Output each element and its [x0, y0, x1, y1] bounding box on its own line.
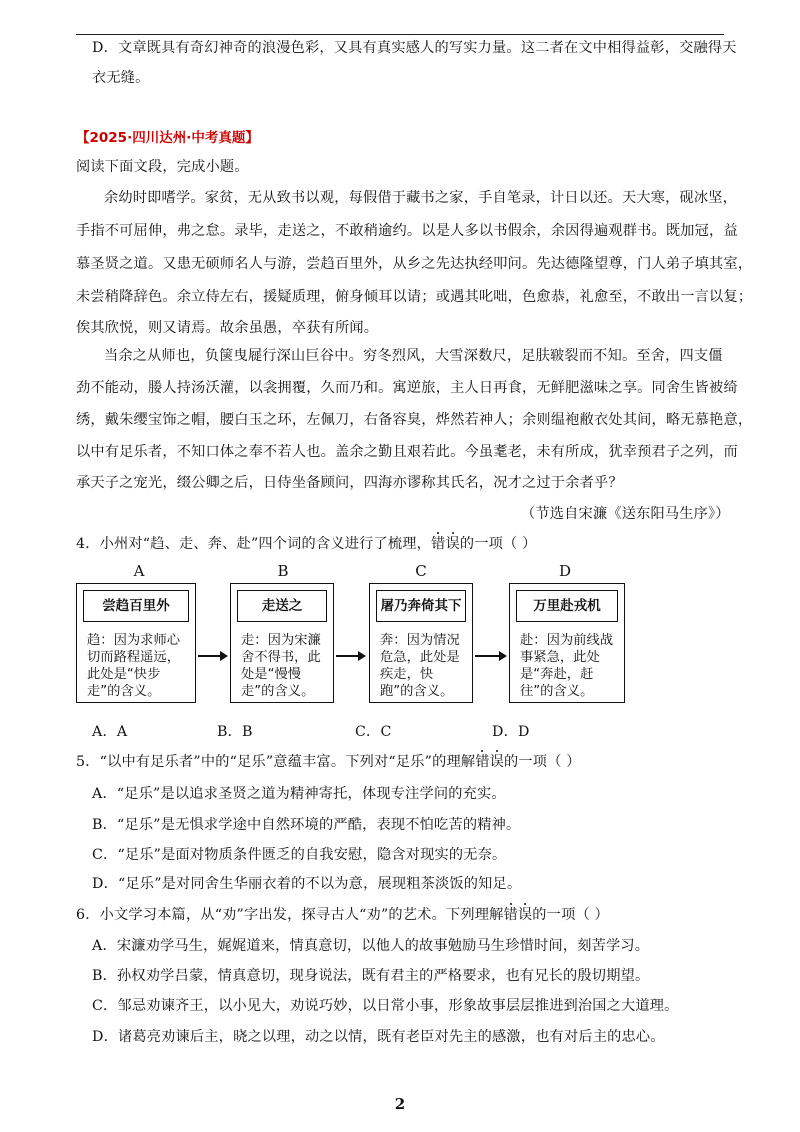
q4-box-b-head: 走送之 — [237, 590, 327, 622]
q5-stem: 5．“以中有足乐者”中的“足乐”意蕴丰富。下列对“足乐”的理解错误的一项（ ） — [76, 754, 581, 770]
q5-option-c[interactable]: C．“足乐”是面对物质条件匮乏的自我安慰，隐含对现实的无奈。 — [92, 847, 507, 863]
q5-option-a[interactable]: A．“足乐”是以追求圣贤之道为精神寄托，体现专注学问的充实。 — [92, 786, 506, 802]
source-tag: 【2025·四川达州·中考真题】 — [76, 130, 259, 146]
passage-line: 以中有足乐者，不知口体之奉不若人也。盖余之勤且艰若此。今虽耄老，未有所成，犹幸预君子之列，而 — [76, 444, 738, 460]
q4-option-a[interactable]: A．A — [92, 724, 128, 740]
prev-option-d-line1: D．文章既具有奇幻神奇的浪漫色彩，又具有真实感人的写实力量。这二者在文中相得益彰，交融得天 — [92, 40, 737, 56]
q4-box-d-content: 赴：因为前线战事紧急，此处是“奔赴，赶往”的含义。 — [520, 633, 614, 699]
q4-stem: 4．小州对“趋、走、奔、赴”四个词的含义进行了梳理，错误的一项（ ） — [76, 536, 537, 552]
q4-box-letter-b: B — [277, 562, 289, 580]
passage-line: 余幼时即嗜学。家贫，无从致书以观，每假借于藏书之家，手自笔录，计日以还。天大寒，砚冰坚， — [104, 190, 738, 206]
passage-line: 当余之从师也，负箧曳屣行深山巨谷中。穷冬烈风，大雪深数尺，足肤皲裂而不知。至舍，四支僵 — [104, 348, 723, 364]
q4-box-a — [76, 583, 196, 703]
q4-box-a-content: 趋：因为求师心切而路程遥远，此处是“快步走”的含义。 — [87, 633, 181, 699]
q4-box-letter-c: C — [415, 562, 427, 580]
arrow-right-icon — [475, 655, 505, 657]
q4-option-c[interactable]: C．C — [355, 724, 392, 740]
q4-box-letter-a: A — [133, 562, 145, 580]
q6-stem: 6．小文学习本篇，从“劝”字出发，探寻古人“劝”的艺术。下列理解错误的一项（ ） — [76, 907, 609, 923]
q5-option-b[interactable]: B．“足乐”是无惧求学途中自然环境的严酷，表现不怕吃苦的精神。 — [92, 817, 521, 833]
q4-box-letter-d: D — [558, 562, 572, 580]
passage-line: 绣，戴朱缨宝饰之帽，腰白玉之环，左佩刀，右备容臭，烨然若神人；余则缊袍敝衣处其间，略无慕艳意， — [76, 412, 753, 428]
q4-option-b[interactable]: B．B — [217, 724, 253, 740]
q4-box-c-head: 屠乃奔倚其下 — [376, 590, 466, 622]
q4-box-d-head: 万里赴戎机 — [516, 590, 618, 622]
instruction: 阅读下面文段，完成小题。 — [76, 159, 249, 175]
q6-option-a[interactable]: A．宋濂劝学马生，娓娓道来，情真意切，以他人的故事勉励马生珍惜时间，刻苦学习。 — [92, 938, 650, 954]
q4-box-d — [509, 583, 625, 703]
q4-box-b — [230, 583, 334, 703]
passage-citation: （节选自宋濂《送东阳马生序》） — [521, 506, 730, 522]
top-rule — [76, 34, 724, 35]
arrow-right-icon — [336, 655, 364, 657]
prev-option-d-line2: 衣无缝。 — [92, 70, 150, 86]
q4-box-b-content: 走：因为宋濂舍不得书，此处是“慢慢走”的含义。 — [241, 633, 321, 699]
q4-box-a-head: 尝趋百里外 — [83, 590, 189, 622]
q5-option-d[interactable]: D．“足乐”是对同舍生华丽衣着的不以为意，展现粗茶淡饭的知足。 — [92, 876, 522, 892]
passage-line: 未尝稍降辞色。余立侍左右，援疑质理，俯身倾耳以请；或遇其叱咄，色愈恭，礼愈至，不敢出一言以复； — [76, 289, 753, 305]
passage-line: 俟其欣悦，则又请焉。故余虽愚，卒获有所闻。 — [76, 320, 379, 336]
q6-option-c[interactable]: C．邹忌劝谏齐王，以小见大，劝说巧妙，以日常小事，形象故事层层推进到治国之大道理。 — [92, 998, 679, 1014]
page-number: 2 — [394, 1095, 406, 1113]
passage-line: 劲不能动，媵人持汤沃灌，以衾拥覆，久而乃和。寓逆旅，主人日再食，无鲜肥滋味之享。同舍生皆被绮 — [76, 380, 738, 396]
passage-line: 手指不可屈伸，弗之怠。录毕，走送之，不敢稍逾约。以是人多以书假余，余因得遍观群书。既加冠，益 — [76, 223, 738, 239]
passage-line: 慕圣贤之道。又患无硕师名人与游，尝趋百里外，从乡之先达执经叩问。先达德隆望尊，门人弟子填其室， — [76, 256, 753, 272]
q4-option-d[interactable]: D．D — [492, 724, 530, 740]
q6-option-b[interactable]: B．孙权劝学吕蒙，情真意切，现身说法，既有君主的严格要求，也有兄长的殷切期望。 — [92, 968, 650, 984]
q4-box-c — [369, 583, 473, 703]
q4-box-c-content: 奔：因为情况危急，此处是疾走，快跑”的含义。 — [380, 633, 460, 699]
q6-option-d[interactable]: D．诸葛亮劝谏后主，晓之以理，动之以情，既有老臣对先主的感激，也有对后主的忠心。 — [92, 1029, 665, 1045]
passage-line: 承天子之宠光，缀公卿之后，日侍坐备顾问，四海亦谬称其氏名，况才之过于余者乎？ — [76, 475, 623, 491]
arrow-right-icon — [198, 655, 226, 657]
